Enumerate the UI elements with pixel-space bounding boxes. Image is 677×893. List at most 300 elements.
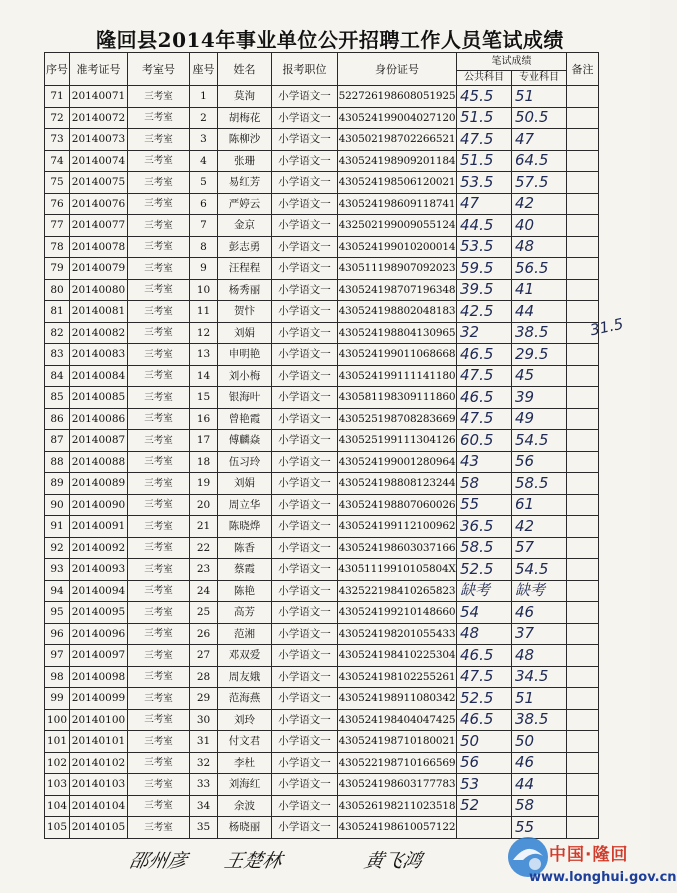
row-name: 曾艳霞 [218,408,272,430]
handwritten-margin-note: 31.5 [588,314,625,340]
row-public-score: 43 [457,451,512,473]
row-idcard: 430524199112100962 [338,516,457,538]
row-major-score: 37 [512,623,567,645]
row-seq: 86 [45,408,70,430]
row-seat: 9 [190,258,218,280]
row-seq: 83 [45,344,70,366]
header-ticket: 准考证号 [70,53,128,86]
row-remark [567,473,599,495]
row-remark [567,623,599,645]
row-public-score: 52.5 [457,688,512,710]
row-ticket: 20140091 [70,516,128,538]
header-scores: 笔试成绩 [457,53,567,71]
row-remark [567,430,599,452]
row-position: 小学语文一 [272,129,338,151]
row-seat: 16 [190,408,218,430]
row-remark [567,516,599,538]
row-major-score: 54.5 [512,559,567,581]
row-name: 陈艳 [218,580,272,602]
table-row [45,559,599,581]
row-name: 付文君 [218,731,272,753]
table-row [45,602,599,624]
row-idcard: 430525199111304126 [338,430,457,452]
row-ticket: 20140090 [70,494,128,516]
row-idcard: 430581198309111860 [338,387,457,409]
row-major-score: 34.5 [512,666,567,688]
row-ticket: 20140088 [70,451,128,473]
row-seq: 80 [45,279,70,301]
row-public-score: 50 [457,731,512,753]
row-major-score: 51 [512,688,567,710]
row-idcard: 430524198610057122 [338,817,457,839]
row-major-score: 38.5 [512,709,567,731]
row-name: 贺忭 [218,301,272,323]
row-position: 小学语文一 [272,645,338,667]
table-row [45,344,599,366]
row-public-score: 46.5 [457,709,512,731]
row-public-score: 48 [457,623,512,645]
row-idcard: 430524198201055433 [338,623,457,645]
row-position: 小学语文一 [272,623,338,645]
row-position: 小学语文一 [272,537,338,559]
row-position: 小学语文一 [272,215,338,237]
row-seat: 18 [190,451,218,473]
row-public-score: 39.5 [457,279,512,301]
row-remark [567,129,599,151]
row-room: 三考室 [128,322,190,344]
row-ticket: 20140105 [70,817,128,839]
row-room: 三考室 [128,408,190,430]
signature-1: 邵州彦 [127,850,190,872]
row-remark [567,666,599,688]
table-row [45,688,599,710]
row-seq: 74 [45,150,70,172]
row-ticket: 20140078 [70,236,128,258]
table-row [45,451,599,473]
row-name: 严婷云 [218,193,272,215]
row-name: 易红芳 [218,172,272,194]
row-idcard: 430524199111141180 [338,365,457,387]
row-idcard: 430526198211023518 [338,795,457,817]
row-idcard: 430525198708283669 [338,408,457,430]
row-room: 三考室 [128,430,190,452]
row-room: 三考室 [128,602,190,624]
row-idcard: 430524199004027120 [338,107,457,129]
row-room: 三考室 [128,365,190,387]
row-position: 小学语文一 [272,193,338,215]
row-room: 三考室 [128,193,190,215]
row-room: 三考室 [128,129,190,151]
row-name: 刘海红 [218,774,272,796]
row-seq: 75 [45,172,70,194]
row-major-score: 41 [512,279,567,301]
row-seat: 27 [190,645,218,667]
row-name: 申明艳 [218,344,272,366]
header-room: 考室号 [128,53,190,86]
row-remark [567,494,599,516]
row-public-score: 56 [457,752,512,774]
header-seat: 座号 [190,53,218,86]
row-seq: 92 [45,537,70,559]
row-remark [567,172,599,194]
row-remark [567,344,599,366]
table-row [45,516,599,538]
row-name: 胡梅花 [218,107,272,129]
row-seat: 35 [190,817,218,839]
row-ticket: 20140099 [70,688,128,710]
signature-2: 王楚林 [222,850,285,872]
row-seq: 88 [45,451,70,473]
row-seat: 12 [190,322,218,344]
header-major-score: 专业科目 [512,71,567,86]
row-public-score: 46.5 [457,387,512,409]
row-public-score: 54 [457,602,512,624]
row-position: 小学语文一 [272,301,338,323]
row-ticket: 20140096 [70,623,128,645]
row-public-score: 47.5 [457,408,512,430]
row-seat: 8 [190,236,218,258]
row-seq: 71 [45,86,70,108]
row-room: 三考室 [128,301,190,323]
row-ticket: 20140083 [70,344,128,366]
row-seat: 5 [190,172,218,194]
row-room: 三考室 [128,387,190,409]
row-major-score: 51 [512,86,567,108]
row-public-score: 36.5 [457,516,512,538]
row-seat: 15 [190,387,218,409]
row-room: 三考室 [128,666,190,688]
row-name: 周友娥 [218,666,272,688]
row-ticket: 20140095 [70,602,128,624]
table-row [45,666,599,688]
row-idcard: 430524198911080342 [338,688,457,710]
row-idcard: 430524199011068668 [338,344,457,366]
row-room: 三考室 [128,559,190,581]
row-remark [567,602,599,624]
row-public-score: 53.5 [457,236,512,258]
table-row [45,709,599,731]
row-major-score: 42 [512,193,567,215]
row-ticket: 20140101 [70,731,128,753]
row-name: 彭志勇 [218,236,272,258]
row-public-score: 47.5 [457,129,512,151]
row-name: 李杜 [218,752,272,774]
row-remark [567,752,599,774]
row-ticket: 20140100 [70,709,128,731]
row-room: 三考室 [128,451,190,473]
watermark-brand: 中国·隆回 [549,845,629,865]
row-position: 小学语文一 [272,580,338,602]
row-position: 小学语文一 [272,752,338,774]
row-ticket: 20140104 [70,795,128,817]
row-remark [567,408,599,430]
row-idcard: 430524198707196348 [338,279,457,301]
row-room: 三考室 [128,688,190,710]
row-seq: 81 [45,301,70,323]
row-major-score: 48 [512,236,567,258]
row-seq: 77 [45,215,70,237]
row-seat: 24 [190,580,218,602]
table-row [45,430,599,452]
row-room: 三考室 [128,258,190,280]
row-seq: 103 [45,774,70,796]
row-idcard: 430524198603177783 [338,774,457,796]
row-major-score: 49 [512,408,567,430]
row-major-score: 47 [512,129,567,151]
row-idcard: 43051119910105804X [338,559,457,581]
table-row [45,795,599,817]
row-seat: 21 [190,516,218,538]
row-room: 三考室 [128,580,190,602]
row-ticket: 20140103 [70,774,128,796]
row-room: 三考室 [128,817,190,839]
row-ticket: 20140074 [70,150,128,172]
row-major-score: 56 [512,451,567,473]
row-ticket: 20140087 [70,430,128,452]
row-idcard: 430522198710166569 [338,752,457,774]
signature-3: 黄飞鸿 [362,850,425,872]
table-row [45,752,599,774]
table-row [45,731,599,753]
row-idcard: 430524198609118741 [338,193,457,215]
row-room: 三考室 [128,150,190,172]
row-position: 小学语文一 [272,559,338,581]
row-idcard: 430524199001280964 [338,451,457,473]
row-position: 小学语文一 [272,107,338,129]
row-position: 小学语文一 [272,387,338,409]
row-position: 小学语文一 [272,795,338,817]
row-major-score: 40 [512,215,567,237]
row-ticket: 20140075 [70,172,128,194]
row-ticket: 20140077 [70,215,128,237]
row-remark [567,365,599,387]
site-watermark [503,832,677,892]
row-seat: 25 [190,602,218,624]
row-remark [567,301,599,323]
row-idcard: 430524198410225304 [338,645,457,667]
row-seq: 89 [45,473,70,495]
row-remark [567,537,599,559]
row-seat: 33 [190,774,218,796]
row-name: 邓双爱 [218,645,272,667]
row-idcard: 430524198804130965 [338,322,457,344]
row-remark [567,451,599,473]
row-seat: 10 [190,279,218,301]
row-public-score: 58 [457,473,512,495]
row-room: 三考室 [128,774,190,796]
row-seq: 72 [45,107,70,129]
row-seat: 22 [190,537,218,559]
row-seat: 32 [190,752,218,774]
row-name: 金京 [218,215,272,237]
row-remark [567,774,599,796]
row-position: 小学语文一 [272,731,338,753]
row-remark [567,150,599,172]
row-public-score: 44.5 [457,215,512,237]
row-name: 高芳 [218,602,272,624]
row-public-score: 42.5 [457,301,512,323]
row-ticket: 20140080 [70,279,128,301]
row-ticket: 20140072 [70,107,128,129]
row-name: 伍习玲 [218,451,272,473]
row-public-score: 32 [457,322,512,344]
table-row [45,623,599,645]
row-seq: 91 [45,516,70,538]
row-major-score: 58.5 [512,473,567,495]
row-seat: 34 [190,795,218,817]
row-seq: 87 [45,430,70,452]
row-remark [567,236,599,258]
row-room: 三考室 [128,516,190,538]
row-seq: 98 [45,666,70,688]
row-remark [567,709,599,731]
row-seat: 11 [190,301,218,323]
row-name: 刘娟 [218,322,272,344]
table-row [45,537,599,559]
row-name: 杨秀丽 [218,279,272,301]
row-seq: 95 [45,602,70,624]
table-row [45,258,599,280]
row-name: 刘娟 [218,473,272,495]
row-major-score: 46 [512,752,567,774]
row-idcard: 430524198808123244 [338,473,457,495]
row-public-score: 45.5 [457,86,512,108]
row-idcard: 522726198608051925 [338,86,457,108]
row-major-score: 44 [512,774,567,796]
row-position: 小学语文一 [272,344,338,366]
row-position: 小学语文一 [272,688,338,710]
row-major-score: 29.5 [512,344,567,366]
row-room: 三考室 [128,752,190,774]
row-seq: 84 [45,365,70,387]
row-remark [567,688,599,710]
row-public-score: 缺考 [457,580,512,602]
row-seat: 3 [190,129,218,151]
row-name: 张珊 [218,150,272,172]
row-position: 小学语文一 [272,365,338,387]
row-name: 莫洵 [218,86,272,108]
row-major-score: 56.5 [512,258,567,280]
row-room: 三考室 [128,731,190,753]
row-seat: 31 [190,731,218,753]
table-row [45,215,599,237]
row-seq: 97 [45,645,70,667]
row-seat: 14 [190,365,218,387]
row-ticket: 20140071 [70,86,128,108]
row-public-score: 47.5 [457,666,512,688]
row-name: 陈晓烨 [218,516,272,538]
row-room: 三考室 [128,709,190,731]
row-seat: 28 [190,666,218,688]
row-major-score: 55 [512,817,567,839]
row-position: 小学语文一 [272,494,338,516]
score-table [44,52,599,839]
row-public-score: 51.5 [457,150,512,172]
row-idcard: 432502199009055124 [338,215,457,237]
row-seq: 102 [45,752,70,774]
table-row [45,129,599,151]
row-seat: 26 [190,623,218,645]
row-room: 三考室 [128,537,190,559]
row-seq: 93 [45,559,70,581]
row-position: 小学语文一 [272,666,338,688]
row-position: 小学语文一 [272,279,338,301]
row-name: 范湘 [218,623,272,645]
row-seq: 105 [45,817,70,839]
header-public-score: 公共科目 [457,71,512,86]
table-row [45,150,599,172]
row-ticket: 20140073 [70,129,128,151]
row-remark [567,279,599,301]
row-idcard: 430502198702266521 [338,129,457,151]
row-name: 刘玲 [218,709,272,731]
row-major-score: 64.5 [512,150,567,172]
row-position: 小学语文一 [272,322,338,344]
row-ticket: 20140089 [70,473,128,495]
row-position: 小学语文一 [272,258,338,280]
row-seq: 96 [45,623,70,645]
row-public-score: 52 [457,795,512,817]
row-seq: 82 [45,322,70,344]
table-row [45,473,599,495]
row-room: 三考室 [128,172,190,194]
row-ticket: 20140086 [70,408,128,430]
row-public-score: 52.5 [457,559,512,581]
row-ticket: 20140082 [70,322,128,344]
row-ticket: 20140079 [70,258,128,280]
row-position: 小学语文一 [272,709,338,731]
row-seq: 94 [45,580,70,602]
row-seq: 76 [45,193,70,215]
row-seat: 7 [190,215,218,237]
row-public-score: 53 [457,774,512,796]
header-name: 姓名 [218,53,272,86]
row-seat: 19 [190,473,218,495]
row-position: 小学语文一 [272,817,338,839]
row-seq: 85 [45,387,70,409]
row-major-score: 44 [512,301,567,323]
row-remark [567,795,599,817]
row-seat: 23 [190,559,218,581]
row-ticket: 20140076 [70,193,128,215]
row-idcard: 430524198710180021 [338,731,457,753]
row-seq: 90 [45,494,70,516]
row-major-score: 48 [512,645,567,667]
row-position: 小学语文一 [272,473,338,495]
row-public-score: 46.5 [457,344,512,366]
row-remark [567,580,599,602]
row-position: 小学语文一 [272,430,338,452]
header-position: 报考职位 [272,53,338,86]
row-seat: 6 [190,193,218,215]
row-idcard: 430524199210148660 [338,602,457,624]
row-major-score: 57 [512,537,567,559]
table-row [45,301,599,323]
row-idcard: 430524199010200014 [338,236,457,258]
table-row [45,494,599,516]
row-remark [567,559,599,581]
row-position: 小学语文一 [272,408,338,430]
row-room: 三考室 [128,795,190,817]
row-room: 三考室 [128,86,190,108]
row-remark [567,387,599,409]
row-major-score: 50 [512,731,567,753]
row-public-score: 47 [457,193,512,215]
row-public-score: 51.5 [457,107,512,129]
table-row [45,193,599,215]
row-ticket: 20140084 [70,365,128,387]
row-room: 三考室 [128,236,190,258]
